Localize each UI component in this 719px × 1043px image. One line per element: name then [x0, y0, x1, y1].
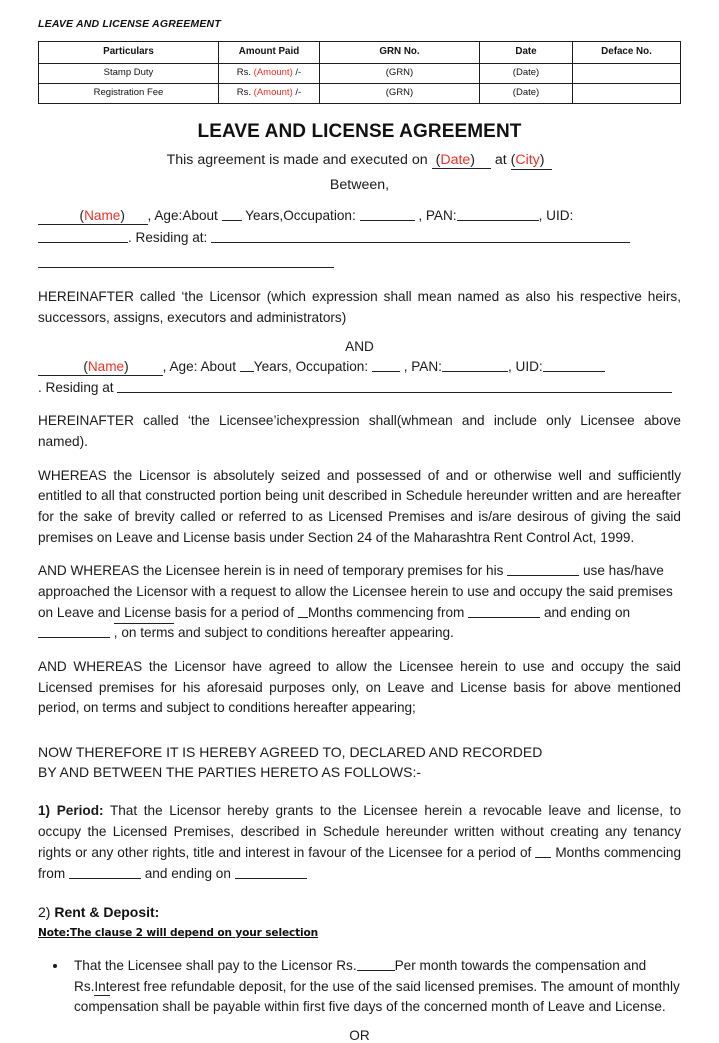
and-whereas-1-part-f: and subject to conditions hereafter appearing. — [178, 625, 454, 641]
column-header-deface-no: Deface No. — [573, 42, 681, 64]
licensee-address-blank — [117, 380, 672, 394]
cell-date-registration-fee: (Date) — [480, 84, 573, 104]
on-terms-fragment: , on terms — [113, 625, 175, 641]
hereinafter-licensor-paragraph: HEREINAFTER called ‘the Licensor (which expression shall mean named as also his respective heirs, successors, assigns, executors and administrators) — [38, 289, 681, 325]
clause-period — [38, 800, 681, 884]
rent-bullet-part-d: erest free refundable deposit, for the use of the said licensed premises. The amount of monthly compensation shall be payable within first five days of the concerned month of Leave and License. — [74, 978, 680, 1015]
clause-period-text-b: Months commencing from — [38, 844, 682, 881]
clause-period-text-c: and ending on — [144, 865, 231, 881]
declaration-block — [38, 743, 681, 783]
amount-placeholder: (Amount) — [253, 67, 293, 79]
rent-bullet-part-a: That the Licensee shall pay to the Licensor Rs. — [74, 958, 357, 973]
and-separator: AND — [345, 339, 374, 355]
page-title: LEAVE AND LICENSE AGREEMENT — [197, 120, 522, 142]
amount-placeholder: (Amount) — [253, 87, 293, 99]
cell-amount-stamp-duty — [219, 64, 320, 84]
period-months-blank — [298, 604, 308, 618]
running-header: LEAVE AND LICENSE AGREEMENT — [38, 18, 221, 30]
clause-period-ending-blank — [235, 865, 307, 879]
clause-rent-heading — [38, 904, 681, 920]
clause-period-heading: Period: — [56, 802, 104, 818]
licensor-details — [38, 205, 681, 274]
licensee-line-1 — [38, 356, 681, 377]
and-whereas-1-part-b: use has/have approached the Licensor with a request to allow the Licensee herein to use and occupy the said premises on Leave and License basis for a period of — [38, 563, 673, 620]
ending-date-blank — [38, 624, 110, 638]
table-header-row — [39, 42, 681, 64]
licensor-age-blank — [222, 207, 242, 221]
cell-particulars-stamp-duty: Stamp Duty — [39, 64, 219, 84]
licensor-line-3 — [38, 252, 681, 274]
clause-rent-number: 2) — [38, 904, 51, 920]
amount-suffix: /- — [292, 87, 302, 99]
amount-suffix: /- — [292, 67, 302, 79]
hereinafter-licensee-paragraph: HEREINAFTER called ‘the Licensee’ichexpression shall(whmean and include only Licensee above named). — [38, 413, 681, 450]
amount-prefix: Rs. — [236, 67, 254, 79]
and-whereas-1-part-c: Months commencing from — [307, 604, 465, 620]
clause-rent-note: Note:The clause 2 will depend on your selection — [38, 927, 319, 939]
licensor-address-blank-1 — [211, 229, 630, 243]
cell-amount-registration-fee — [219, 84, 320, 104]
clause-period-number: 1) — [38, 802, 51, 818]
licensee-uid-blank — [543, 358, 605, 372]
execution-city-field: (City) — [511, 152, 553, 170]
cell-grn-registration-fee: (GRN) — [320, 84, 480, 104]
between-label: Between, — [329, 176, 390, 193]
licensee-age-label: , Age: About — [162, 359, 236, 375]
licensor-name-field: (Name) — [38, 208, 148, 225]
list-item — [68, 956, 681, 1018]
cell-date-stamp-duty: (Date) — [480, 64, 573, 84]
licensor-name-placeholder: Name — [84, 207, 121, 223]
licensor-age-label: , Age:About — [147, 207, 218, 223]
declaration-line-2: BY AND BETWEEN THE PARTIES HERETO AS FOLLOWS:- — [38, 763, 422, 780]
licensor-pan-blank — [457, 207, 539, 221]
licensor-uid-label: , UID: — [538, 207, 574, 223]
or-separator: OR — [349, 1027, 370, 1043]
table-row — [39, 64, 681, 84]
execution-date-field: (Date) — [432, 152, 491, 169]
execution-at-label: at — [494, 151, 507, 168]
licensor-pan-label: , PAN: — [418, 207, 457, 223]
licensor-address-blank-2 — [38, 254, 334, 268]
execution-prefix: This agreement is made and executed on — [166, 151, 428, 168]
clause-rent-title: Rent & Deposit: — [54, 904, 160, 920]
licensee-name-placeholder: Name — [87, 359, 125, 375]
rent-amount-blank — [357, 957, 395, 971]
licensee-uid-label: , UID: — [507, 359, 543, 375]
licensee-name-field: (Name) — [38, 359, 163, 376]
licensee-occupation-blank — [372, 358, 400, 372]
rent-bullet-part-b: Per month towards the compensation and Rs. — [74, 958, 647, 994]
deposit-amount-blank: Int — [94, 978, 110, 994]
licensor-line-1 — [38, 205, 681, 227]
and-whereas-second-paragraph: AND WHEREAS the Licensor have agreed to allow the Licensee herein to use and occupy the said Licensed premises for his aforesaid purposes only, on Leave and License basis for above mentioned period, on terms and subject to conditions hereafter appearing; — [38, 659, 681, 716]
cell-deface-registration-fee — [573, 84, 681, 104]
licensee-pan-label: , PAN: — [403, 359, 442, 375]
amount-prefix: Rs. — [236, 87, 254, 99]
licensee-line-2 — [38, 377, 681, 398]
licensee-years-occupation-label: Years, Occupation: — [253, 359, 369, 375]
licensee-details — [38, 356, 681, 398]
column-header-grn-no: GRN No. — [320, 42, 480, 64]
licensee-pan-blank — [442, 358, 508, 372]
and-whereas-1-part-d: and ending on — [543, 604, 631, 620]
licensee-residing-label: . Residing at — [38, 380, 114, 396]
clause-rent-bullet-list — [38, 956, 681, 1018]
stamp-duty-table — [38, 41, 681, 104]
date-placeholder: Date — [440, 151, 471, 168]
clause-period-commencing-blank — [69, 865, 141, 879]
declaration-line-1: NOW THEREFORE IT IS HEREBY AGREED TO, DECLARED AND RECORDED — [38, 744, 543, 760]
and-whereas-first-paragraph — [38, 561, 681, 644]
clause-period-text-a: That the Licensor hereby grants to the Licensee herein a revocable leave and license, to occupy the Licensed Premises, described in Schedule hereunder written without creating any tenancy rights or any other rights, title and interest in favour of the Licensee for a period of — [38, 802, 682, 860]
column-header-date: Date — [480, 42, 573, 64]
cell-grn-stamp-duty: (GRN) — [320, 64, 480, 84]
cell-deface-stamp-duty — [573, 64, 681, 84]
licensor-occupation-blank — [360, 207, 415, 221]
clause-period-months-blank — [535, 844, 551, 858]
table-row — [39, 84, 681, 104]
execution-line — [38, 152, 681, 168]
cell-particulars-registration-fee: Registration Fee — [39, 84, 219, 104]
city-placeholder: City — [515, 151, 540, 168]
licensor-years-occupation-label: Years,Occupation: — [245, 207, 356, 223]
licensor-uid-blank — [38, 229, 128, 243]
and-whereas-1-part-a: AND WHEREAS the Licensee herein is in need of temporary premises for his — [38, 563, 504, 579]
licensor-residing-label: . Residing at: — [128, 230, 208, 245]
commencing-date-blank — [468, 604, 540, 618]
licensee-age-blank — [240, 358, 254, 372]
column-header-amount-paid: Amount Paid — [219, 42, 320, 64]
whereas-paragraph: WHEREAS the Licensor is absolutely seized and possessed of and or otherwise well and sufficiently entitled to all that constructed portion being unit described in Schedule hereunder written and are hereafter for the sake of brevity called or referred to as Licensed Premises and is/are desirous of giving the said premises on Leave and License basis under Section 24 of the Maharashtra Rent Control Act, 1999. — [38, 467, 681, 545]
column-header-particulars: Particulars — [39, 42, 219, 64]
purpose-blank — [507, 563, 579, 577]
licensor-line-2 — [38, 227, 681, 249]
